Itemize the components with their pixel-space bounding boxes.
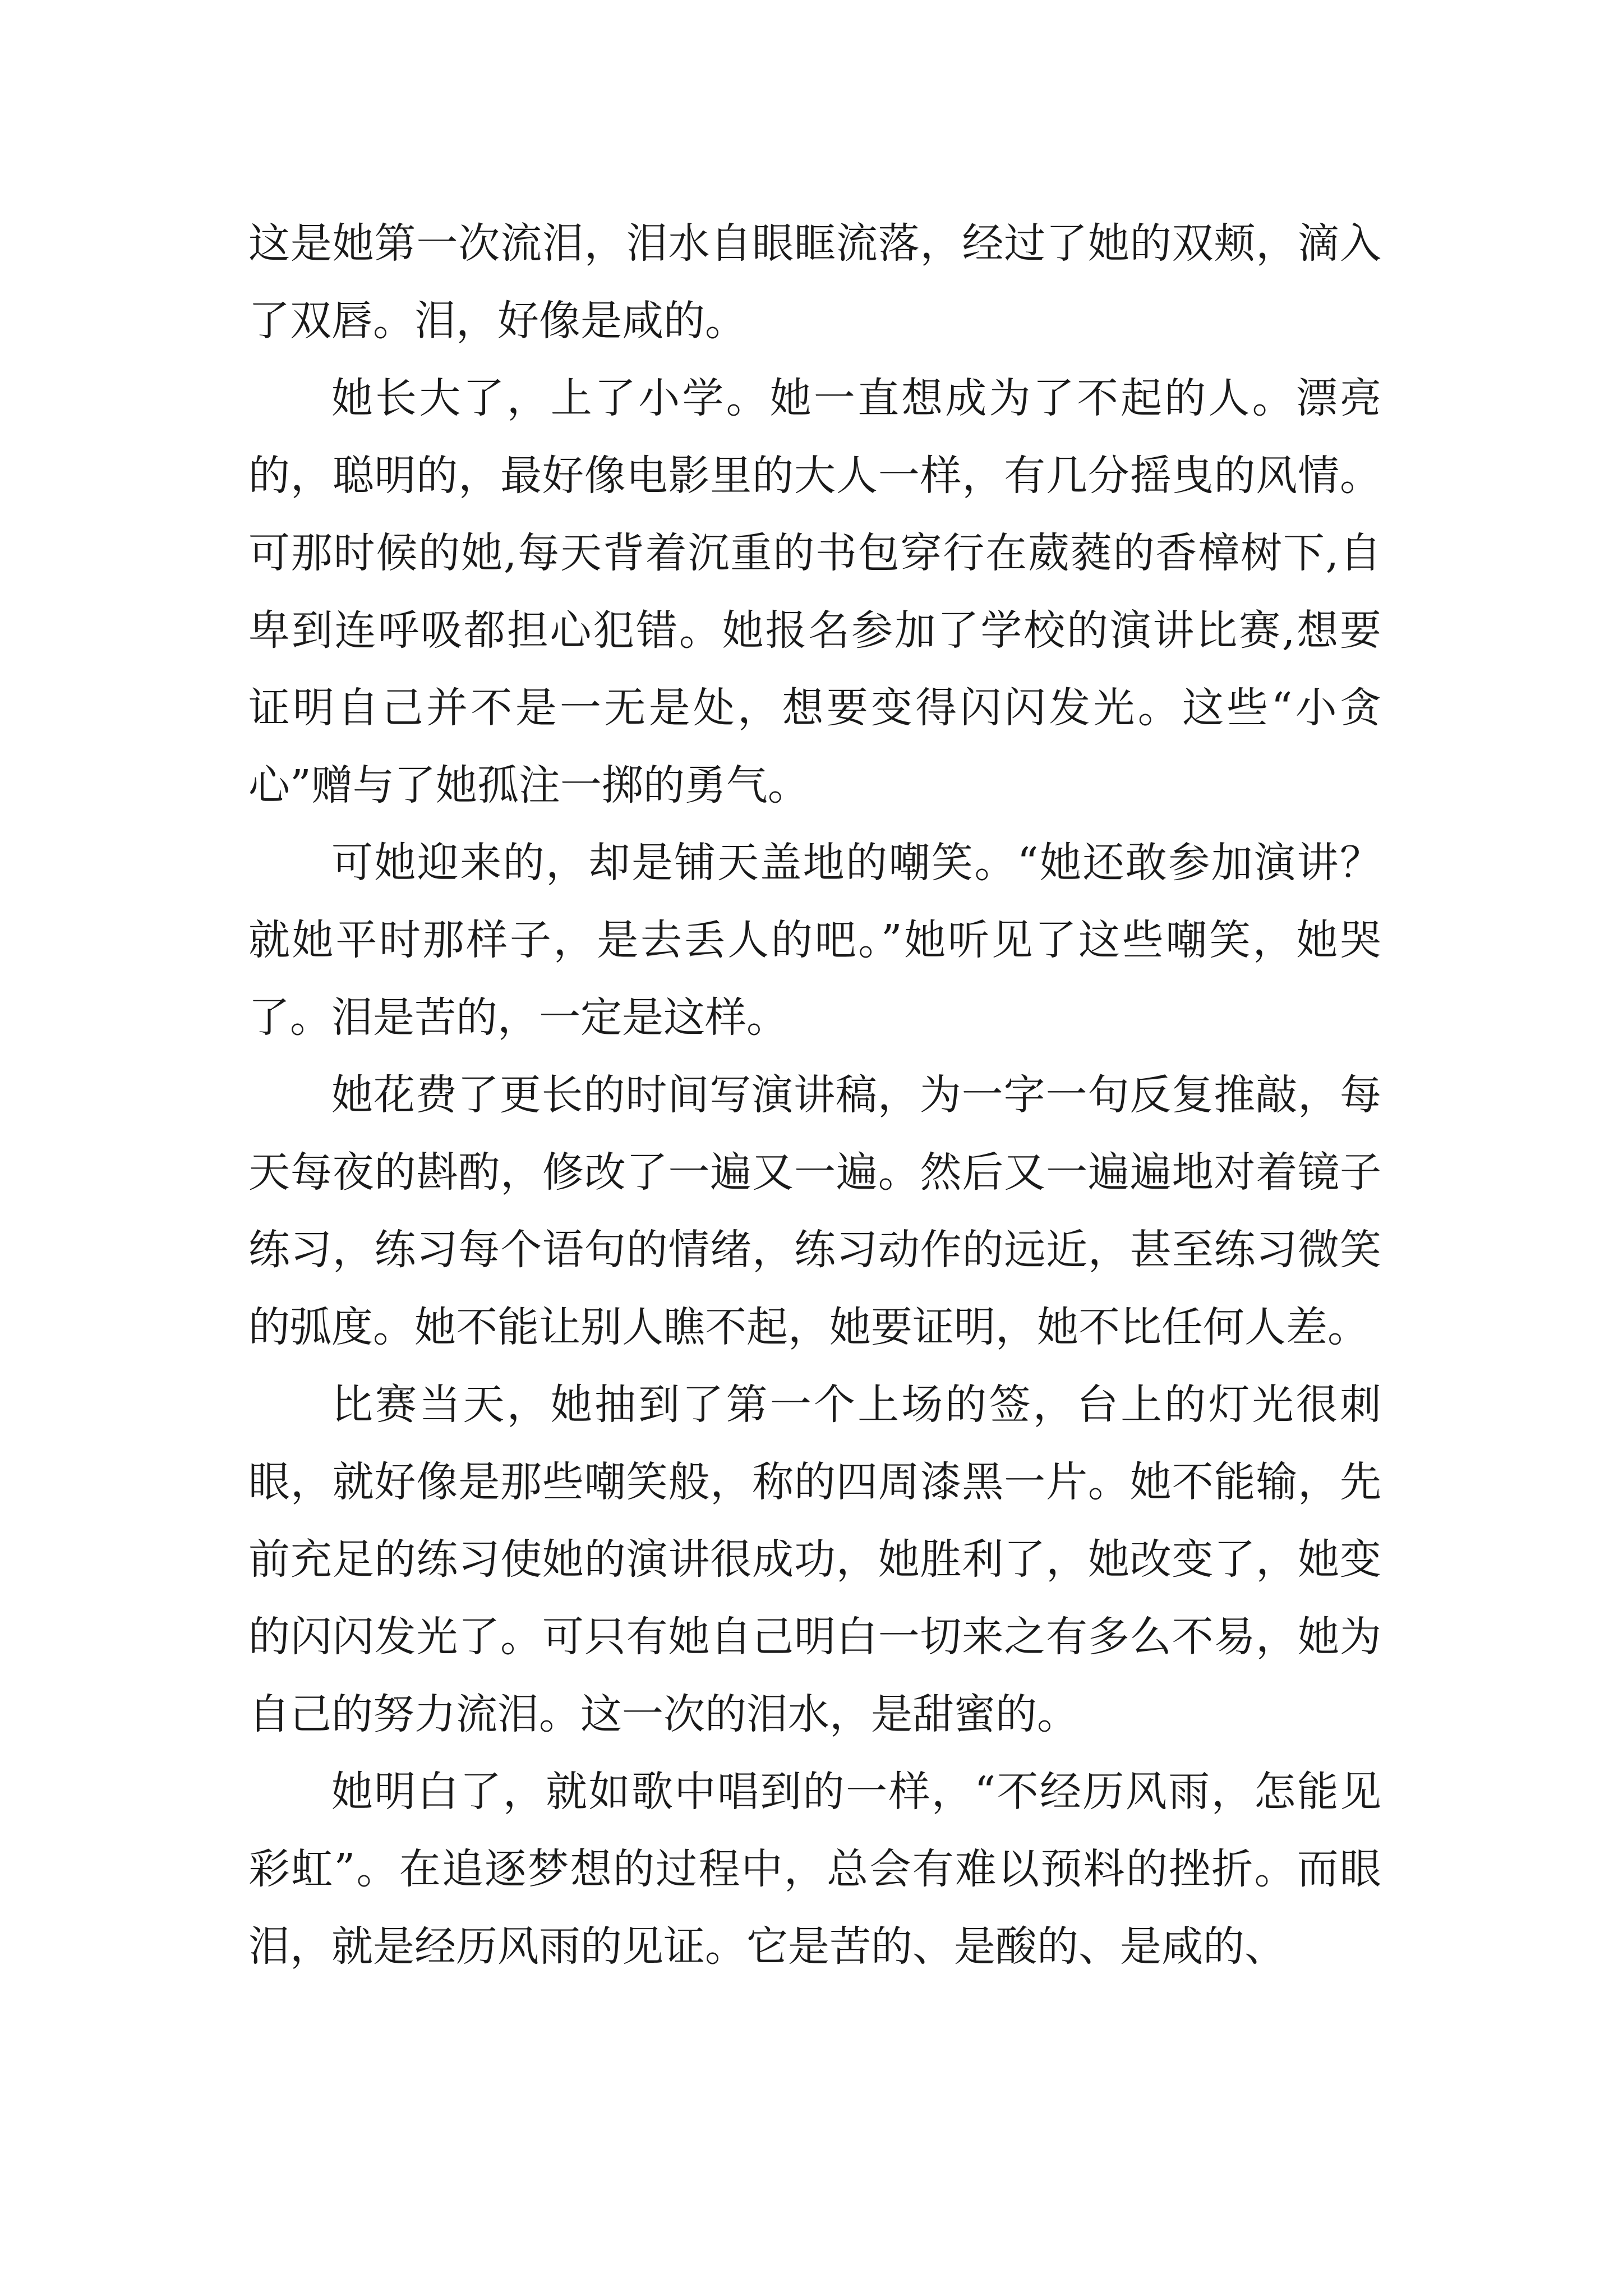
paragraph-4: 她花费了更长的时间写演讲稿，为一字一句反复推敲，每天每夜的斟酌，修改了一遍又一遍。然后又一遍遍地对着镜子练习，练习每个语句的情绪，练习动作的远近，甚至练习微笑的弧度。她不能让别人瞧不起，她要证明，她不比任何人差。 <box>248 1071 1381 1351</box>
paragraph-5: 比赛当天，她抽到了第一个上场的签，台上的灯光很刺眼，就好像是那些嘲笑般，称的四周漆黑一片。她不能输，先前充足的练习使她的演讲很成功，她胜利了，她改变了，她变的闪闪发光了。可只有她自己明白一切来之有多么不易，她为自己的努力流泪。这一次的泪水，是甜蜜的。 <box>248 1381 1381 1738</box>
paragraph-3: 可她迎来的，却是铺天盖地的嘲笑。“她还敢参加演讲？就她平时那样子，是去丢人的吧。”她听见了这些嘲笑，她哭了。泪是苦的，一定是这样。 <box>248 839 1381 1042</box>
paragraph-2: 她长大了，上了小学。她一直想成为了不起的人。漂亮的，聪明的，最好像电影里的大人一样，有几分摇曳的风情。可那时候的她,每天背着沉重的书包穿行在葳蕤的香樟树下,自卑到连呼吸都担心犯错。她报名参加了学校的演讲比赛,想要证明自己并不是一无是处，想要变得闪闪发光。这些“小贪心”赠与了她孤注一掷的勇气。 <box>248 374 1381 809</box>
document-body <box>248 205 1381 1985</box>
paragraph-1: 这是她第一次流泪，泪水自眼眶流落，经过了她的双颊，滴入了双唇。泪，好像是咸的。 <box>248 219 1381 345</box>
paragraph-6: 她明白了，就如歌中唱到的一样，“不经历风雨，怎能见彩虹”。在追逐梦想的过程中，总会有难以预料的挫折。而眼泪，就是经历风雨的见证。它是苦的、是酸的、是咸的、 <box>248 1768 1381 1971</box>
